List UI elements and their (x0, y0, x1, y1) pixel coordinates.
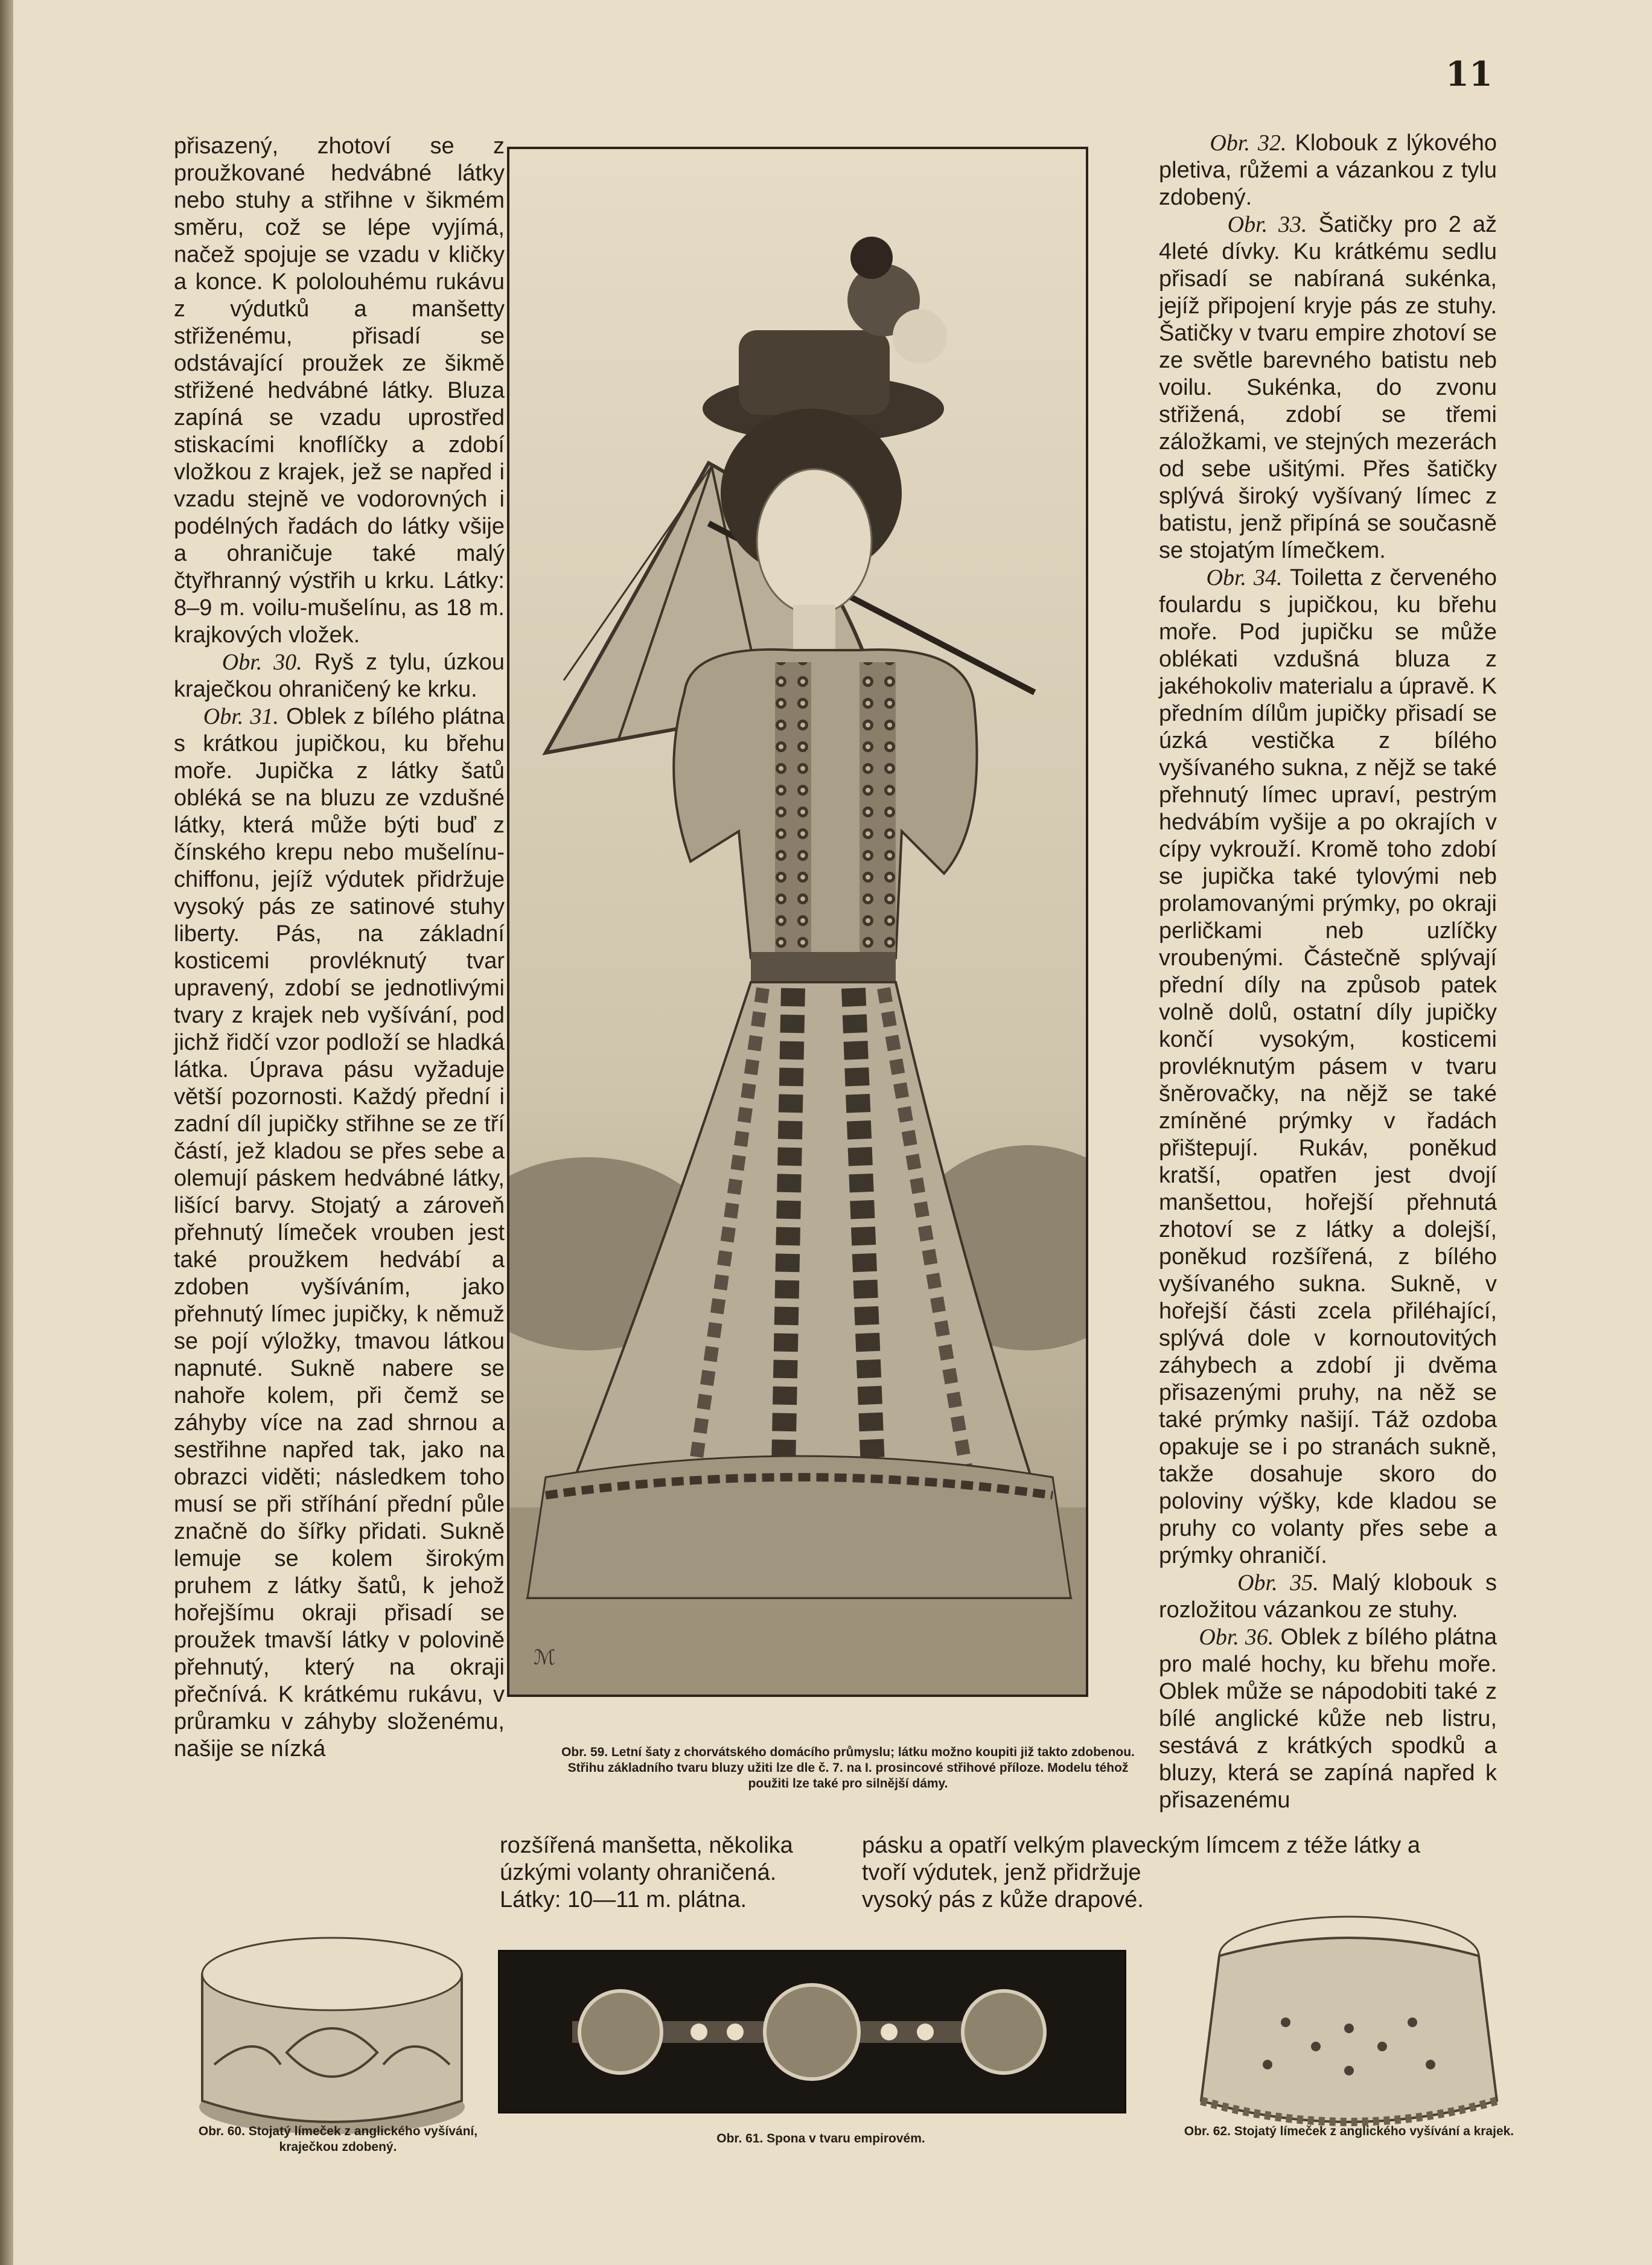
left-text-column (174, 133, 505, 1763)
figure-ref: Obr. 32. (1210, 130, 1287, 156)
figure-62-caption: Obr. 62. Stojatý límeček z anglického vyšívání a krajek. (1184, 2124, 1514, 2138)
figure-61-caption: Obr. 61. Spona v tvaru empirovém. (716, 2132, 925, 2145)
paragraph: Obr. 33. Šatičky pro 2 až 4leté dívky. Ku krátkému sedlu přisadí se nabíraná sukénka, jejíž připojení kryje pás ze stuhy. Šatičky v tvaru empire zhotoví se ze světle barevného batistu neb voilu. Sukénka, do zvonu střižená, zdobí se třemi záložkami, ve stejných mezerách od sebe ušitými. Přes šatičky splývá široký vyšívaný límec z batistu, jenž připíná se současně se stojatým límečkem. (1159, 212, 1497, 563)
figure-ref: Obr. 30. (222, 650, 302, 675)
figure-ref: Obr. 33. (1227, 212, 1307, 237)
text-line: Látky: 10—11 m. plátna. vysoký pás z kůže drapové. (500, 1887, 1144, 1912)
paragraph: Obr. 30. Ryš z tylu, úzkou kraječkou ohraničený ke krku. (174, 650, 505, 702)
paragraph: Obr. 34. Toiletta z červeného foulardu s jupičkou, ku břehu moře. Pod jupičku se může oblékati vzdušná bluza z jakéhokoliv materialu a úpravě. K předním dílům jupičky přisadí se úzká vestička z bílého vyšívaného sukna, z nějž se také přehnutý límec upraví, pestrým hedvábím vyšije a po okrajích v cípy vykrouží. Kromě toho zdobí se jupička také tylovými neb prolamovanými prýmky, po okraji perličkami neb uzlíčky vroubenými. Částečně splývají přední díly na způsob patek volně dolů, ostatní díly jupičky končí vysokým, kosticemi provléknutým pásem v tvaru šněrovačky, na nějž se také zmíněné prýmky v řadách přištepují. Rukáv, poněkud kratší, opatřen jest dvojí manšettou, hořejší přehnutá zhotoví se z látky a dolejší, poněkud rozšířená, z bílého vyšívaného sukna. Sukně, v hořejší části zcela přiléhající, splývá dole v kornoutovitých záhybech a zdobí ji dvěma přisazenými pruhy, na něž se také prýmky našijí. Táž ozdoba opakuje se i po stranách sukně, takže dosahuje skoro do poloviny výšky, kde kladou se pruhy co volanty přes sebe a prýmky ohraničí. (1159, 565, 1497, 1568)
collar-illustration-60 (178, 1908, 486, 2137)
page-number: 11 (1446, 54, 1493, 94)
clasp-illustration-61 (498, 1950, 1126, 2113)
collar-illustration-62 (1195, 1902, 1503, 2143)
figure-ref: Obr. 34. (1206, 565, 1283, 590)
text-line: rozšířená manšetta, několika pásku a opatří velkým plaveckým límcem z téže látky a (500, 1833, 1420, 1858)
figure-59-caption: Obr. 59. Letní šaty z chorvátského domácího průmyslu; látku možno koupiti již takto zdobenou. Střihu základního tvaru bluzy užiti lze dle č. 7. na I. prosincové střihové příloze. Modelu téhož použiti lze také pro silnější dámy. (561, 1745, 1135, 1791)
right-text-column (1159, 130, 1497, 1814)
fashion-plate-illustration (507, 147, 1088, 1697)
paragraph: přisazený, zhotoví se z proužkované hedvábné látky nebo stuhy a střihne v šikmém směru, což se lépe vyjímá, načež spojuje se vzadu v kličky a konce. K pololouhému rukávu z výdutků a manšetty střiženému, přisadí se odstávající proužek ze šikmě střižené hedvábné látky. Bluza zapíná se vzadu uprostřed stiskacími knoflíčky a zdobí vložkou z krajek, jež se napřed i vzadu stejně ve vodorovných i podélných řadách do látky všije a ohraničuje také malý čtyřhranný výstřih u krku. Látky: 8–9 m. voilu-mušelínu, as 18 m. krajkových vložek. (174, 133, 505, 648)
paragraph: Obr. 36. Oblek z bílého plátna pro malé hochy, ku břehu moře. Oblek může se nápodobiti také z bílé anglické kůže neb listru, sestává z krátkých spodků a bluzy, která se zapíná napřed k přisazenému (1159, 1624, 1497, 1813)
svg-text:ℳ: ℳ (534, 1647, 556, 1669)
figure-ref: Obr. 35. (1237, 1570, 1319, 1596)
paragraph: Obr. 35. Malý klobouk s rozložitou vázankou ze stuhy. (1159, 1570, 1497, 1623)
figure-60-caption: Obr. 60. Stojatý límeček z anglického vyšívání, kraječkou zdobený. (198, 2124, 478, 2154)
page-edge (0, 0, 13, 2265)
figure-ref: Obr. 36. (1199, 1624, 1274, 1650)
paragraph: Obr. 31. Oblek z bílého plátna s krátkou jupičkou, ku břehu moře. Jupička z látky šatů obléká se na bluzu ze vzdušné látky, která může býti buď z čínského krepu nebo mušelínu-chiffonu, jejíž výdutek přidržuje vysoký pás ze satinové stuhy liberty. Pás, na základní kosticemi provléknutý tvar upravený, zdobí se jednotlivými tvary z krajek neb vyšívání, pod jichž řidčí vzor podloží se hladká látka. Úprava pásu vyžaduje větší pozornosti. Každý přední i zadní díl jupičky střihne se ze tří částí, jež kladou se přes sebe a olemují páskem hedvábné látky, lišící barvy. Stojatý a zároveň přehnutý límeček vrouben jest také proužkem hedvábí a zdoben vyšíváním, jako přehnutý límec jupičky, k němuž se pojí výložky, tmavou látkou napnuté. Sukně nabere se nahoře kolem, při čemž se záhyby více na zad shrnou a sestřihne napřed tak, jako na obrazci viděti; následkem toho musí se při stříhání přední půle značně do šířky přidati. Sukně lemuje se kolem širokým pruhem z látky šatů, k jehož hořejšímu okraji přisadí se proužek tmavší látky v polovině přehnutý, který na okraji přečnívá. K krátkému rukávu, v průramku v záhyby složenému, našije se nízká (174, 704, 505, 1762)
text-line: úzkými volanty ohraničená. tvoří výdutek, jenž přidržuje (500, 1860, 1141, 1885)
paragraph: Obr. 32. Klobouk z lýkového pletiva, růžemi a vázankou z tylu zdobený. (1159, 130, 1497, 210)
figure-ref: Obr. 31. (203, 704, 279, 729)
